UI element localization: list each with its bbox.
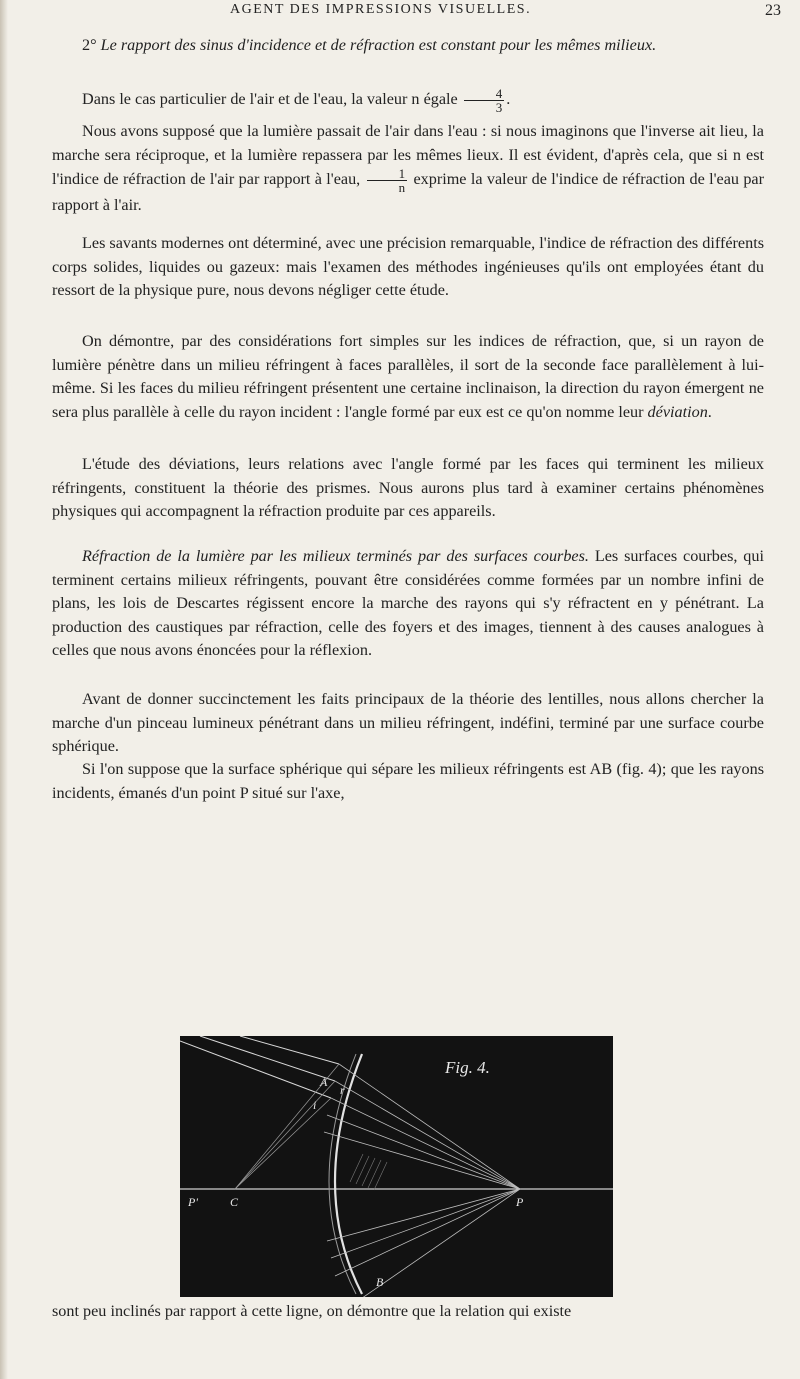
label-p: P [516, 1195, 524, 1209]
running-head: AGENT DES IMPRESSIONS VISUELLES. [230, 2, 532, 17]
label-a: A [320, 1075, 328, 1089]
section2-heading [52, 34, 764, 58]
paragraph-inverse: Nous avons supposé que la lumière passait de l'air dans l'eau : si nous imaginons que l'inverse ait lieu, la marche sera réciproque, et la lumière repassera par les mêmes lieux. Il est évident, d'après cela, que si n est l'indice de réfraction de l'air par rapport à l'eau, $\frac{1}{n}$ exprime la valeur de l'indice de réfraction de l'eau par rapport à l'air. [52, 122, 765, 215]
section2-title: Le rapport des sinus d'incidence et de réfraction est constant pour les mêmes milieux. [100, 36, 657, 54]
binding-shadow [0, 0, 8, 1379]
label-p-prime: P' [188, 1195, 198, 1209]
page-number: 23 [765, 2, 781, 19]
figure-4 [180, 1036, 613, 1297]
section2-number: 2° [82, 36, 97, 54]
label-b: B [376, 1275, 384, 1289]
paragraph-demontre: On démontre, par des considérations fort simples sur les indices de réfraction, que, si un rayon de lumière pénètre dans un milieu réfringent à faces parallèles, il sort de la seconde face parallèlement à lui-même. Si les faces du milieu réfringent présentent une certaine inclinaison, la direction du rayon émergent ne sera plus parallèle à celle du rayon incident : l'angle formé par eux est ce qu'on nomme leur déviation. [52, 332, 764, 421]
term-deviation: déviation [647, 402, 708, 421]
paragraph-si: Si l'on suppose que la surface sphérique qui sépare les milieux réfringents est AB (fig. 4); que les rayons incidents, émanés d'un point P situé sur l'axe, [52, 760, 764, 802]
label-c: C [230, 1195, 239, 1209]
figure-background [180, 1036, 613, 1297]
paragraph-savants: Les savants modernes ont déterminé, avec une précision remarquable, l'indice de réfraction des différents corps solides, liquides ou gazeux: mais l'examen des méthodes ingénieuses qu'ils ont employées étant du ressort de la physique pure, nous devons négliger cette étude. [52, 234, 764, 300]
section-curved-surfaces [52, 545, 764, 663]
section-curved-title: Réfraction de la lumière par les milieux terminés par des surfaces courbes. [82, 547, 589, 565]
paragraph-bottom: sont peu inclinés par rapport à cette ligne, on démontre que la relation qui existe [52, 1302, 572, 1320]
fraction-one-over-n: $\frac{1}{n}$ [367, 167, 408, 194]
section-curved-body: Les surfaces courbes, qui terminent certains milieux réfringents, pouvant être considérées comme formées par un nombre infini de plans, les lois de Descartes régissent encore la marche des rayons qui s'y réfractent en y pénétrant. La production des caustiques par réfraction, celle des foyers et des images, tiennent à des causes analogues à celles que nous avons énoncées pour la réflexion. [52, 547, 764, 660]
paragraph-etude: L'étude des déviations, leurs relations avec l'angle formé par les faces qui terminent les milieux réfringents, constituent la théorie des prismes. Nous aurons plus tard à examiner certains phénomènes physiques qui accompagnent la réfraction produite par ces appareils. [52, 455, 764, 521]
label-i: i [313, 1098, 317, 1112]
fraction-four-thirds: $\frac{4}{3}$ [464, 87, 505, 114]
paragraph-water: Dans le cas particulier de l'air et de l'eau, la valeur n égale $\frac{4}{3}$ . [82, 86, 511, 115]
figure-caption: Fig. 4. [445, 1058, 490, 1077]
figure-4-diagram [180, 1036, 613, 1297]
paragraph-avant: Avant de donner succinctement les faits principaux de la théorie des lentilles, nous allons chercher la marche d'un pinceau lumineux pénétrant dans un milieu réfringent, indéfini, terminé par une surface courbe sphérique. [52, 690, 764, 756]
label-r: r [340, 1083, 345, 1097]
